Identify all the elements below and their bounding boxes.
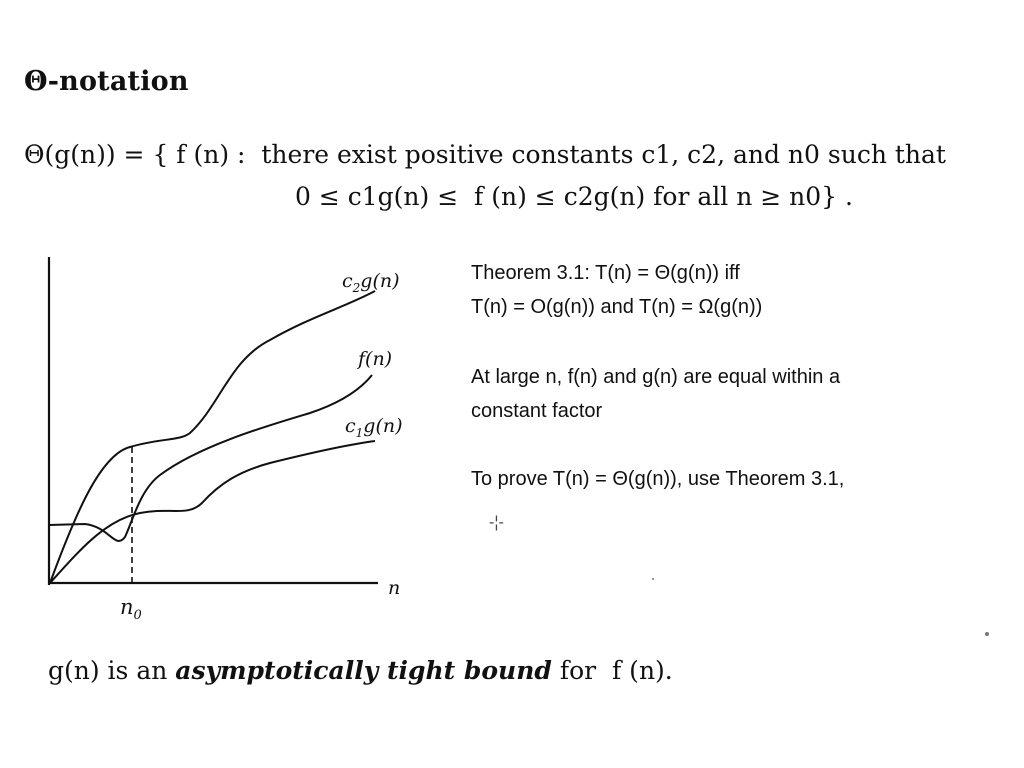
proof-line: To prove T(n) = Θ(g(n)), use Theorem 3.1,	[471, 468, 845, 490]
meaning-line-2: constant factor	[471, 400, 603, 422]
upper-bound-curve	[50, 291, 375, 583]
meaning-note	[471, 360, 840, 428]
lower-bound-curve	[50, 441, 375, 583]
x-axis-label: n	[388, 577, 401, 599]
definition-line-2: 0 ≤ c1g(n) ≤ f (n) ≤ c2g(n) for all n ≥ n0} .	[295, 182, 853, 211]
meaning-line-1: At large n, f(n) and g(n) are equal within a	[471, 366, 841, 388]
cursor-icon: -¦-	[489, 514, 504, 531]
theorem-line-1: Theorem 3.1: T(n) = Θ(g(n)) iff	[471, 262, 740, 284]
definition-line-1: Θ(g(n)) = { f (n) : there exist positive constants c1, c2, and n0 such that	[24, 140, 946, 169]
upper-curve-label: $c_2g(n)$	[342, 270, 400, 295]
threshold-label: $n_0$	[120, 595, 142, 623]
theorem-line-2: T(n) = O(g(n)) and T(n) = Ω(g(n))	[471, 296, 763, 318]
slide-title: Θ-notation	[24, 66, 189, 97]
caption-prefix: g(n) is an	[48, 656, 176, 685]
caption	[48, 656, 673, 685]
scan-speck	[652, 578, 654, 580]
scan-speck	[985, 632, 989, 636]
function-curve	[49, 375, 372, 541]
caption-suffix: for f (n).	[551, 656, 673, 685]
theta-bound-figure	[30, 245, 430, 635]
middle-curve-label: f(n)	[358, 348, 393, 370]
lower-curve-label: $c_1g(n)$	[345, 415, 403, 440]
proof-note	[471, 462, 844, 496]
caption-emphasis: asymptotically tight bound	[175, 656, 552, 685]
theorem-note	[471, 256, 762, 324]
